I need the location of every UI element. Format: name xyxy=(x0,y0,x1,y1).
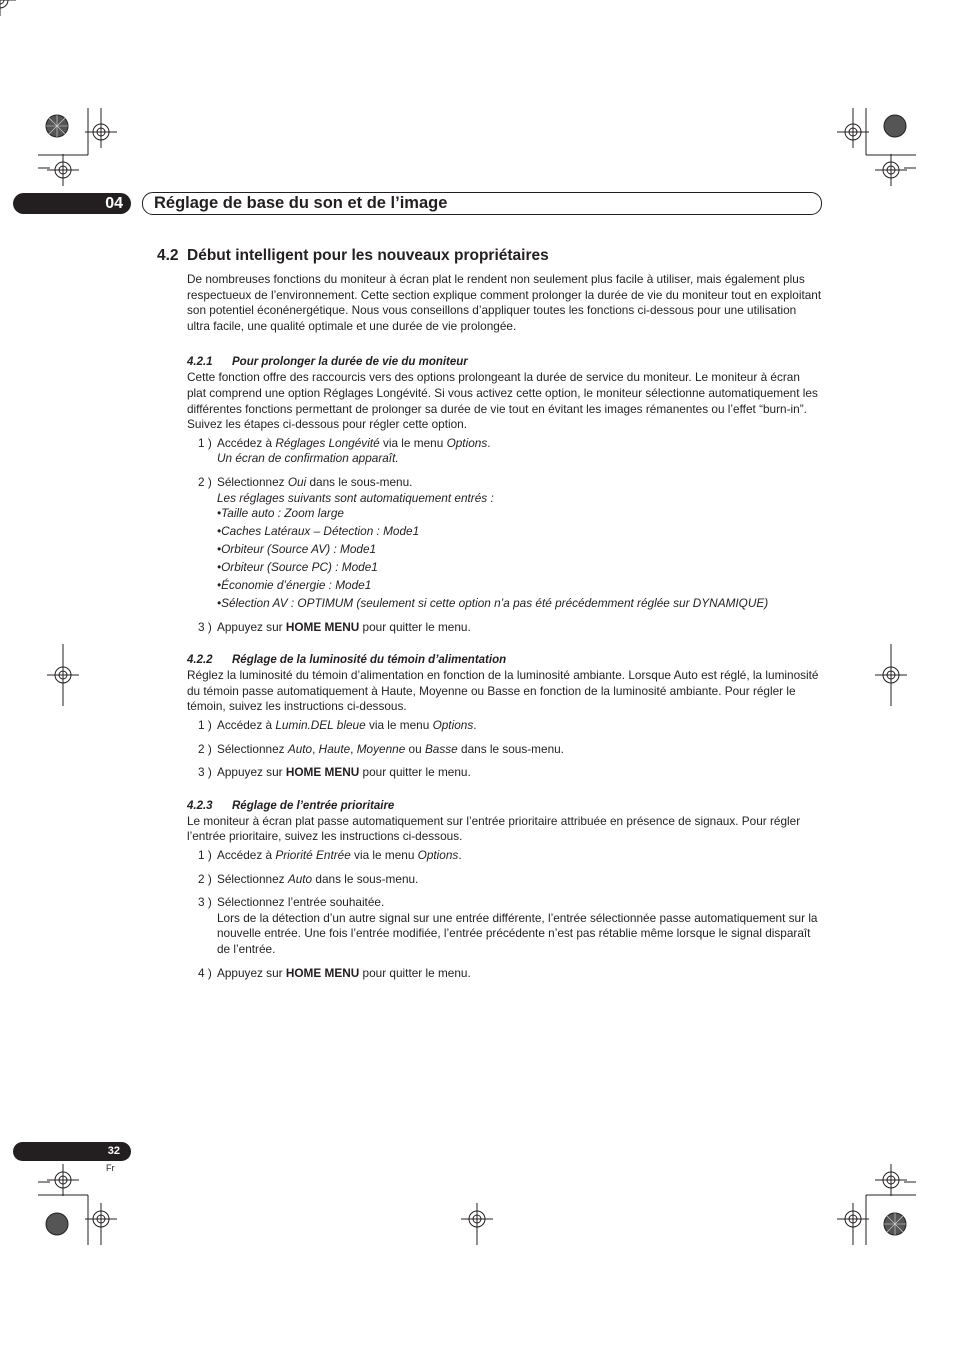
step-text: Appuyez sur xyxy=(217,619,286,634)
step-text: Accédez à xyxy=(217,435,276,450)
step-text: Sélectionnez xyxy=(217,474,288,489)
list-item: •Économie d’énergie : Mode1 xyxy=(217,578,372,593)
subsection-number: 4.2.2 xyxy=(187,654,213,667)
menu-name: Options xyxy=(432,718,474,733)
step xyxy=(198,965,822,982)
step-text: Sélectionnez l’entrée souhaitée. xyxy=(217,895,385,910)
subsection-title: Réglage de l’entrée prioritaire xyxy=(232,799,395,812)
step xyxy=(198,765,822,781)
list-item: •Orbiteur (Source AV) : Mode1 xyxy=(217,542,377,557)
step-text: Accédez à xyxy=(217,847,276,862)
section-heading xyxy=(157,245,822,267)
step-text: pour quitter le menu. xyxy=(359,765,471,780)
option-name: Auto xyxy=(287,871,313,886)
chapter-title: Réglage de base du son et de l’image xyxy=(154,194,448,212)
page-language: Fr xyxy=(106,1163,115,1173)
step xyxy=(198,474,822,612)
chapter-number-badge xyxy=(13,193,131,214)
step-number: 1 ) xyxy=(198,718,212,733)
step-text: via le menu xyxy=(379,435,447,450)
subsection-heading-lifetime xyxy=(187,355,822,370)
menu-item-name: Priorité Entrée xyxy=(275,847,351,862)
subsection-body: Réglez la luminosité du témoin d’alimentation en fonction de la luminosité ambiante. Lorsque Auto est réglé, la luminosité du témoin passe automatiquement à Haute, Moyenne ou Basse en fonction de la luminosité ambiante. Pour régler le témoin, suivez les instructions ci-dessous. xyxy=(187,668,819,714)
button-name: HOME MENU xyxy=(285,765,360,780)
menu-name: Options xyxy=(446,435,488,450)
step xyxy=(198,718,822,734)
list-item: •Taille auto : Zoom large xyxy=(217,506,344,521)
option-name: Basse xyxy=(424,741,458,756)
list-item: •Sélection AV : OPTIMUM (seulement si cette option n’a pas été précédemment réglée sur DYNAMIQUE) xyxy=(217,596,769,611)
page-number: 32 xyxy=(107,1145,120,1157)
chapter-title-frame xyxy=(142,192,822,215)
button-name: HOME MENU xyxy=(285,619,360,634)
step-text: ou xyxy=(405,741,425,756)
step-number: 3 ) xyxy=(198,765,212,780)
step-number: 4 ) xyxy=(198,965,212,980)
list-item: •Caches Latéraux – Détection : Mode1 xyxy=(217,524,420,539)
step-number: 2 ) xyxy=(198,741,212,756)
step-number: 3 ) xyxy=(198,895,212,910)
main-content xyxy=(157,245,822,981)
step-number: 2 ) xyxy=(198,871,212,886)
step-text: via le menu xyxy=(350,847,418,862)
step-text: Sélectionnez xyxy=(217,741,288,756)
step xyxy=(198,871,822,888)
step-text: , xyxy=(350,741,357,756)
step-text: . xyxy=(458,847,462,862)
step-text: pour quitter le menu. xyxy=(359,619,471,634)
step-text: dans le sous-menu. xyxy=(457,741,564,756)
subsection-body: Cette fonction offre des raccourcis vers des options prolongeant la durée de service du moniteur. Le moniteur à écran plat comprend une option Réglages Longévité. Si vous activez cette option, le moniteur sélectionne automatiquement les différentes fonctions permettant de prolonger sa durée de vie tout en évitant les images rémanentes ou l’effet “burn-in”. Suivez les étapes ci-dessous pour régler cette option. xyxy=(187,370,818,432)
step-number: 1 ) xyxy=(198,435,212,450)
option-name: Haute xyxy=(318,741,351,756)
step-result: Un écran de confirmation apparaît. xyxy=(217,451,399,466)
option-name: Moyenne xyxy=(356,741,406,756)
subsection-body: Le moniteur à écran plat passe automatiquement sur l’entrée prioritaire attribuée en présence de signaux. Pour régler l’entrée prioritaire, suivez les instructions ci-dessous. xyxy=(187,813,801,844)
step-number: 2 ) xyxy=(198,474,212,489)
subsection-heading-priority-input xyxy=(187,799,822,814)
section-intro: De nombreuses fonctions du moniteur à écran plat le rendent non seulement plus facile à utiliser, mais également plus respectueux de l’environnement. Cette section explique comment prolonger la durée de vie du moniteur tout en exploitant son potentiel éconénergétique. Nous vous conseillons d’appliquer toutes les fonctions ci-dessous pour une utilisation ultra facile, une qualité optimale et une durée de vie prolongée. xyxy=(187,272,822,333)
subsection-number: 4.2.1 xyxy=(187,356,213,369)
step-text: dans le sous-menu. xyxy=(306,474,413,489)
step-result: Les réglages suivants sont automatiquement entrés : xyxy=(217,490,494,505)
step xyxy=(198,895,822,957)
step-text: Appuyez sur xyxy=(217,765,286,780)
step xyxy=(198,435,822,467)
step-detail: Lors de la détection d’un autre signal sur une entrée différente, l’entrée sélectionnée passe automatiquement sur la nouvelle entrée. Une fois l’entrée modifiée, l’entrée précédente n’est pas rétablie même lorsque le signal disparaît de l’entrée. xyxy=(217,910,818,956)
subsection-title: Réglage de la luminosité du témoin d’alimentation xyxy=(232,654,507,667)
step xyxy=(198,619,822,636)
subsection-heading-led xyxy=(187,653,822,668)
step xyxy=(198,847,822,864)
menu-item-name: Lumin.DEL bleue xyxy=(275,718,366,733)
option-name: Oui xyxy=(287,474,307,489)
step xyxy=(198,741,822,758)
section-title: Début intelligent pour les nouveaux propriétaires xyxy=(187,247,549,264)
step-number: 3 ) xyxy=(198,619,212,634)
menu-item-name: Réglages Longévité xyxy=(275,435,380,450)
subsection-number: 4.2.3 xyxy=(187,799,213,812)
step-number: 1 ) xyxy=(198,847,212,862)
step-text: Accédez à xyxy=(217,718,276,733)
step-text: dans le sous-menu. xyxy=(312,871,419,886)
page-number-badge xyxy=(13,1142,131,1161)
chapter-header xyxy=(13,192,822,215)
section-number: 4.2 xyxy=(157,247,179,264)
step-text: . xyxy=(473,718,477,733)
menu-name: Options xyxy=(417,847,459,862)
step-text: Appuyez sur xyxy=(217,965,286,980)
step-text: Sélectionnez xyxy=(217,871,288,886)
step-text: via le menu xyxy=(365,718,433,733)
subsection-title: Pour prolonger la durée de vie du moniteur xyxy=(232,356,468,369)
button-name: HOME MENU xyxy=(285,965,360,980)
step-text: , xyxy=(312,741,319,756)
option-name: Auto xyxy=(287,741,313,756)
step-text: . xyxy=(487,435,491,450)
chapter-number: 04 xyxy=(105,195,123,212)
list-item: •Orbiteur (Source PC) : Mode1 xyxy=(217,560,378,575)
step-text: pour quitter le menu. xyxy=(359,965,471,980)
